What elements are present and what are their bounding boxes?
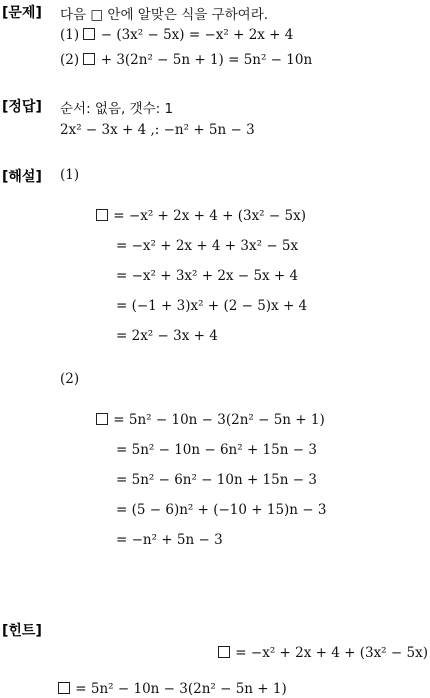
hint-line-1-text: = −x² + 2x + 4 + (3x² − 5x) (235, 645, 428, 661)
blank-box-icon (96, 413, 108, 425)
explanation-part1-line-1 (96, 208, 306, 224)
explanation-part1-line-3: = −x² + 3x² + 2x − 5x + 4 (116, 268, 299, 284)
problem-tag: [문제] (2, 5, 42, 21)
problem-item-1 (60, 27, 293, 43)
hint-line-2 (58, 681, 287, 697)
explanation-part1-line-5: = 2x² − 3x + 4 (116, 328, 218, 344)
explanation-part2-line-3: = 5n² − 6n² − 10n + 15n − 3 (116, 472, 317, 488)
answer-summary: 순서: 없음, 갯수: 1 (60, 101, 174, 117)
explanation-part2-label: (2) (60, 371, 80, 387)
hint-tag: [힌트] (2, 623, 42, 639)
explanation-part1-line-2: = −x² + 2x + 4 + 3x² − 5x (116, 238, 299, 254)
blank-box-icon (83, 28, 95, 40)
explanation-part2-line-5: = −n² + 5n − 3 (116, 532, 223, 548)
blank-box-icon (58, 682, 70, 694)
part2-line-1-text: = 5n² − 10n − 3(2n² − 5n + 1) (113, 412, 325, 428)
explanation-part2-line-4: = (5 − 6)n² + (−10 + 15)n − 3 (116, 502, 327, 518)
answer-expressions: 2x² − 3x + 4 ,: −n² + 5n − 3 (60, 122, 255, 138)
problem-item-2 (60, 52, 312, 68)
explanation-part1-line-4: = (−1 + 3)x² + (2 − 5)x + 4 (116, 298, 308, 314)
hint-line-1 (218, 645, 428, 661)
answer-tag: [정답] (2, 99, 42, 115)
explanation-part2-line-1 (96, 412, 325, 428)
problem-item-1-equation: − (3x² − 5x) = −x² + 2x + 4 (100, 27, 294, 43)
problem-item-2-equation: + 3(2n² − 5n + 1) = 5n² − 10n (100, 52, 313, 68)
blank-box-icon (83, 53, 95, 65)
explanation-part1-label: (1) (60, 167, 80, 183)
explanation-tag: [해설] (2, 169, 42, 185)
problem-instruction: 다음 □ 안에 알맞은 식을 구하여라. (60, 7, 269, 23)
blank-box-icon (218, 646, 230, 658)
blank-box-icon (96, 209, 108, 221)
problem-item-1-number: (1) (60, 27, 80, 43)
problem-item-2-number: (2) (60, 52, 80, 68)
part1-line-1-text: = −x² + 2x + 4 + (3x² − 5x) (113, 208, 306, 224)
explanation-part2-line-2: = 5n² − 10n − 6n² + 15n − 3 (116, 442, 317, 458)
hint-line-2-text: = 5n² − 10n − 3(2n² − 5n + 1) (75, 681, 287, 697)
